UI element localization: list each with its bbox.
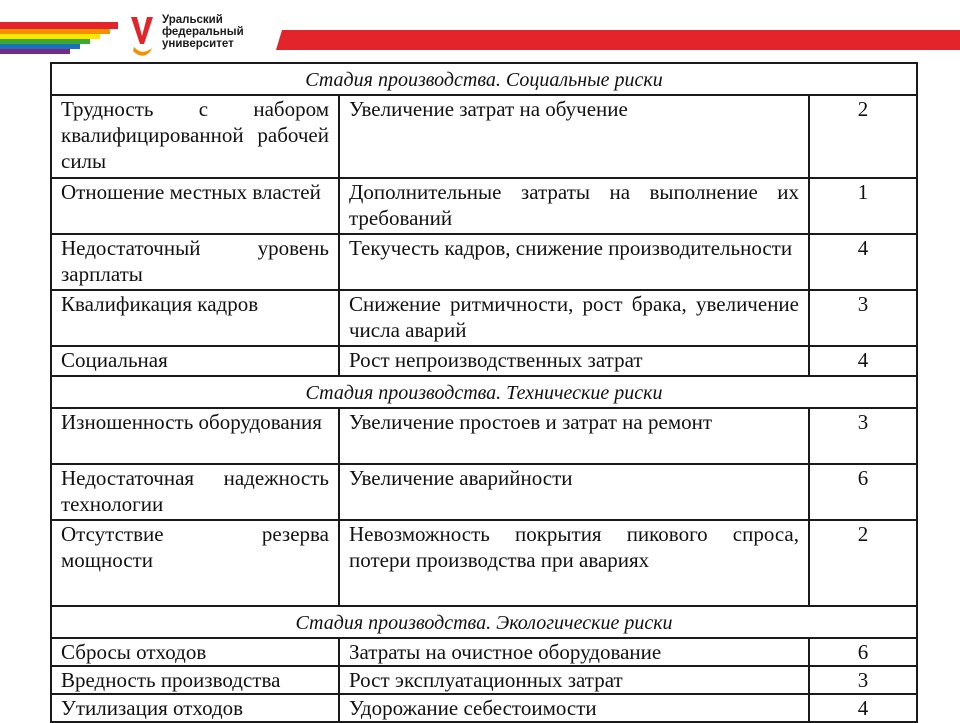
risk-score: 2 [809,95,917,178]
table-row [51,346,917,376]
risk-factor: Квалификация кадров [51,290,339,346]
risk-factor: Изношенность оборудования [51,408,339,464]
risk-score: 4 [809,694,917,722]
risk-table [50,62,918,723]
risk-consequence: Текучесть кадров, снижение производительности [339,234,809,290]
section-title: Стадия производства. Технические риски [51,376,917,408]
risk-consequence: Увеличение аварийности [339,464,809,520]
logo-line-1: Уральский [162,14,223,26]
risk-consequence: Увеличение затрат на обучение [339,95,809,178]
table-row [51,666,917,694]
stripe-red [0,22,118,29]
red-band-decoration [276,30,960,50]
table-row [51,694,917,722]
risk-factor: Недостаточная надежность технологии [51,464,339,520]
risk-score: 6 [809,638,917,666]
stripe-purple [0,49,70,54]
risk-score: 4 [809,234,917,290]
risk-factor: Утилизация отходов [51,694,339,722]
risk-consequence: Удорожание себестоимости [339,694,809,722]
risk-score: 3 [809,408,917,464]
university-logo [128,14,244,58]
risk-score: 2 [809,520,917,606]
logo-line-2: федеральный [162,26,244,38]
section-header-social [51,63,917,95]
risk-factor: Вредность производства [51,666,339,694]
table-row [51,520,917,606]
risk-score: 3 [809,290,917,346]
table-row [51,408,917,464]
risk-score: 6 [809,464,917,520]
logo-line-3: университет [162,38,234,50]
section-title: Стадия производства. Экологические риски [51,606,917,638]
risk-factor: Трудность с набором квалифицированной рабочей силы [51,95,339,178]
risk-factor: Сбросы отходов [51,638,339,666]
table-row [51,178,917,234]
section-title: Стадия производства. Социальные риски [51,63,917,95]
risk-consequence: Рост эксплуатационных затрат [339,666,809,694]
table-row [51,95,917,178]
risk-factor: Отношение местных властей [51,178,339,234]
risk-consequence: Снижение ритмичности, рост брака, увеличение числа аварий [339,290,809,346]
risk-score: 3 [809,666,917,694]
risk-consequence: Рост непроизводственных затрат [339,346,809,376]
stripe-yellow [0,34,100,39]
section-header-ecological [51,606,917,638]
risk-consequence: Затраты на очистное оборудование [339,638,809,666]
stripe-orange [0,29,110,34]
risk-score: 1 [809,178,917,234]
section-header-technical [51,376,917,408]
risk-consequence: Невозможность покрытия пикового спроса, потери производства при авариях [339,520,809,606]
risk-score: 4 [809,346,917,376]
stripes-decoration [0,0,120,60]
logo-text [162,14,244,50]
risk-consequence: Дополнительные затраты на выполнение их требований [339,178,809,234]
table-row [51,234,917,290]
stripe-blue [0,44,80,49]
table-row [51,290,917,346]
table-row [51,464,917,520]
risk-factor: Недостаточный уровень зарплаты [51,234,339,290]
risk-factor: Отсутствие резерва мощности [51,520,339,606]
stripe-green [0,39,90,44]
risk-consequence: Увеличение простоев и затрат на ремонт [339,408,809,464]
table-row [51,638,917,666]
slide-header [0,0,960,60]
risk-factor: Социальная [51,346,339,376]
urfu-logo-icon [128,14,156,58]
